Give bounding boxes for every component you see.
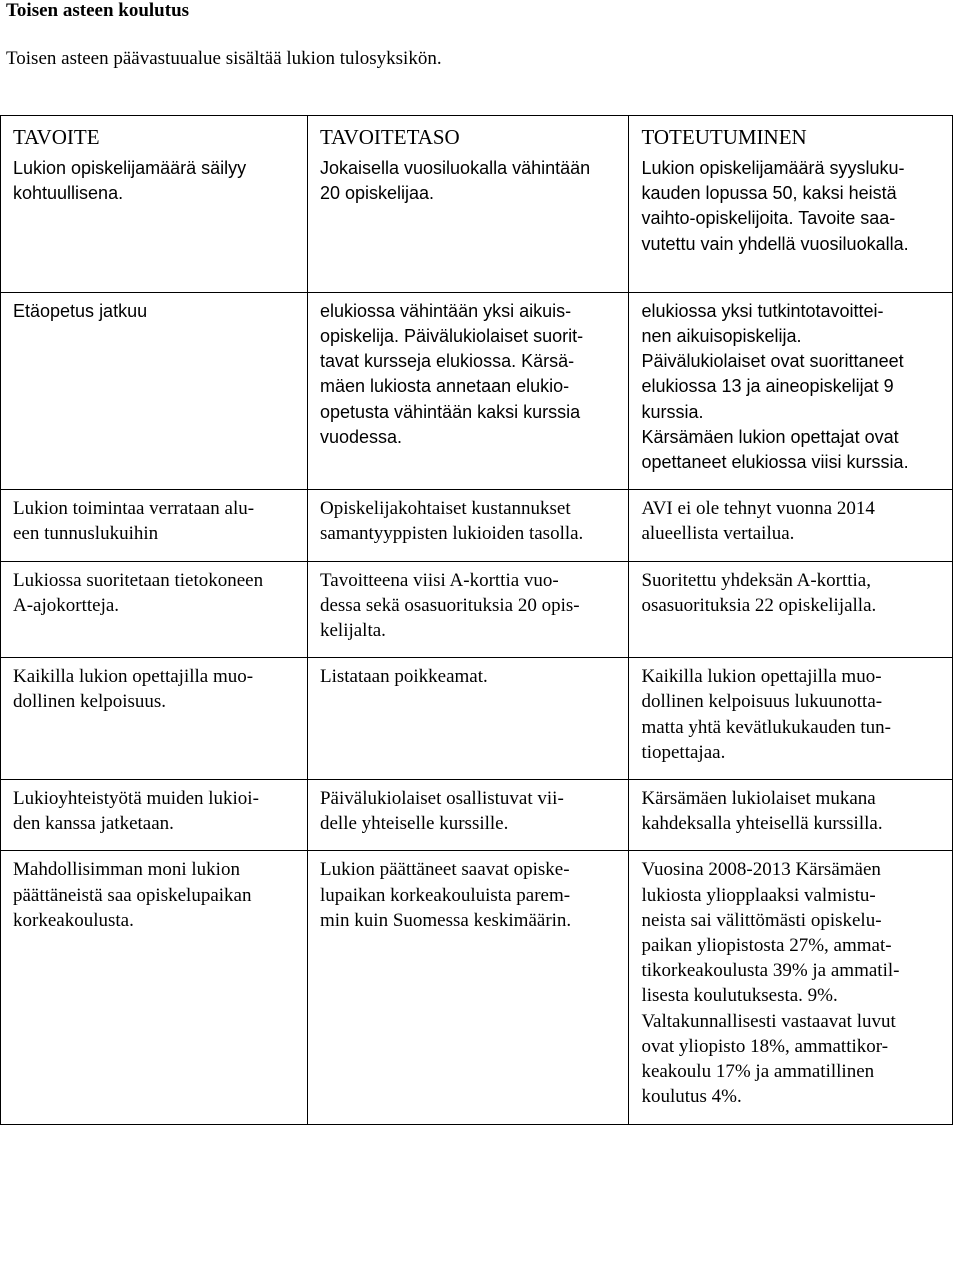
cell-target: elukiossa vähintään yksi aikuis- opiskelija. Päivälukiolaiset suorit- tavat kursseja elukiossa. Kärsä- mäen lukiosta annetaan elukio- opetusta vähintään kaksi kurssia vuodessa. <box>307 292 628 489</box>
table-row <box>1 490 953 561</box>
table-row <box>1 561 953 658</box>
cell-goal: Lukioyhteistyötä muiden lukioi- den kanssa jatketaan. <box>1 780 308 851</box>
table-row <box>1 658 953 780</box>
cell-goal: Kaikilla lukion opettajilla muo- dollinen kelpoisuus. <box>1 658 308 780</box>
table-row <box>1 150 953 292</box>
cell-outcome: elukiossa yksi tutkintotavoittei- nen aikuisopiskelija. Päivälukiolaiset ovat suorittaneet elukiossa 13 ja aineopiskelijat 9 kurssia. Kärsämäen lukion opettajat ovat opettaneet elukiossa viisi kurssia. <box>629 292 953 489</box>
cell-target: Tavoitteena viisi A-korttia vuo- dessa sekä osasuorituksia 20 opis- kelijalta. <box>307 561 628 658</box>
cell-goal: Etäopetus jatkuu <box>1 292 308 489</box>
cell-target: Lukion päättäneet saavat opiske- lupaikan korkeakouluista parem- min kuin Suomessa keskimäärin. <box>307 851 628 1124</box>
cell-goal: Lukion opiskelijamäärä säilyy kohtuullisena. <box>1 150 308 292</box>
section-heading: Toisen asteen koulutus <box>6 0 190 21</box>
cell-goal: Lukion toimintaa verrataan alu- een tunnuslukuihin <box>1 490 308 561</box>
table-row <box>1 851 953 1124</box>
header-goal: TAVOITE <box>1 116 308 151</box>
cell-outcome: Kaikilla lukion opettajilla muo- dollinen kelpoisuus lukuunotta- matta yhtä kevätlukukauden tun- tiopettajaa. <box>629 658 953 780</box>
intro-text: Toisen asteen päävastuualue sisältää lukion tulosyksikön. <box>6 48 442 69</box>
table-header-row <box>1 116 953 151</box>
cell-goal: Mahdollisimman moni lukion päättäneistä saa opiskelupaikan korkeakoulusta. <box>1 851 308 1124</box>
cell-outcome: Vuosina 2008-2013 Kärsämäen lukiosta yliopplaaksi valmistu- neista sai välittömästi opiskelu- paikan yliopistosta 27%, ammat- tikorkeakoulusta 39% ja ammatil- lisesta koulutuksesta. 9%. Valtakunnallisesti vastaavat luvut ovat yliopisto 18%, ammattikor- keakoulu 17% ja ammatillinen koulutus 4%. <box>629 851 953 1124</box>
cell-target: Päivälukiolaiset osallistuvat vii- delle yhteiselle kurssille. <box>307 780 628 851</box>
table-row <box>1 292 953 489</box>
cell-target: Jokaisella vuosiluokalla vähintään 20 opiskelijaa. <box>307 150 628 292</box>
cell-target: Opiskelijakohtaiset kustannukset samantyyppisten lukioiden tasolla. <box>307 490 628 561</box>
cell-goal: Lukiossa suoritetaan tietokoneen A-ajokortteja. <box>1 561 308 658</box>
cell-outcome: Lukion opiskelijamäärä syysluku- kauden lopussa 50, kaksi heistä vaihto-opiskelijoita. Tavoite saa- vutettu vain yhdellä vuosiluokalla. <box>629 150 953 292</box>
table-row <box>1 780 953 851</box>
goals-table <box>0 115 953 1125</box>
header-outcome: TOTEUTUMINEN <box>629 116 953 151</box>
header-target: TAVOITETASO <box>307 116 628 151</box>
cell-outcome: Kärsämäen lukiolaiset mukana kahdeksalla yhteisellä kurssilla. <box>629 780 953 851</box>
cell-outcome: Suoritettu yhdeksän A-korttia, osasuorituksia 22 opiskelijalla. <box>629 561 953 658</box>
cell-outcome: AVI ei ole tehnyt vuonna 2014 alueellista vertailua. <box>629 490 953 561</box>
cell-target: Listataan poikkeamat. <box>307 658 628 780</box>
